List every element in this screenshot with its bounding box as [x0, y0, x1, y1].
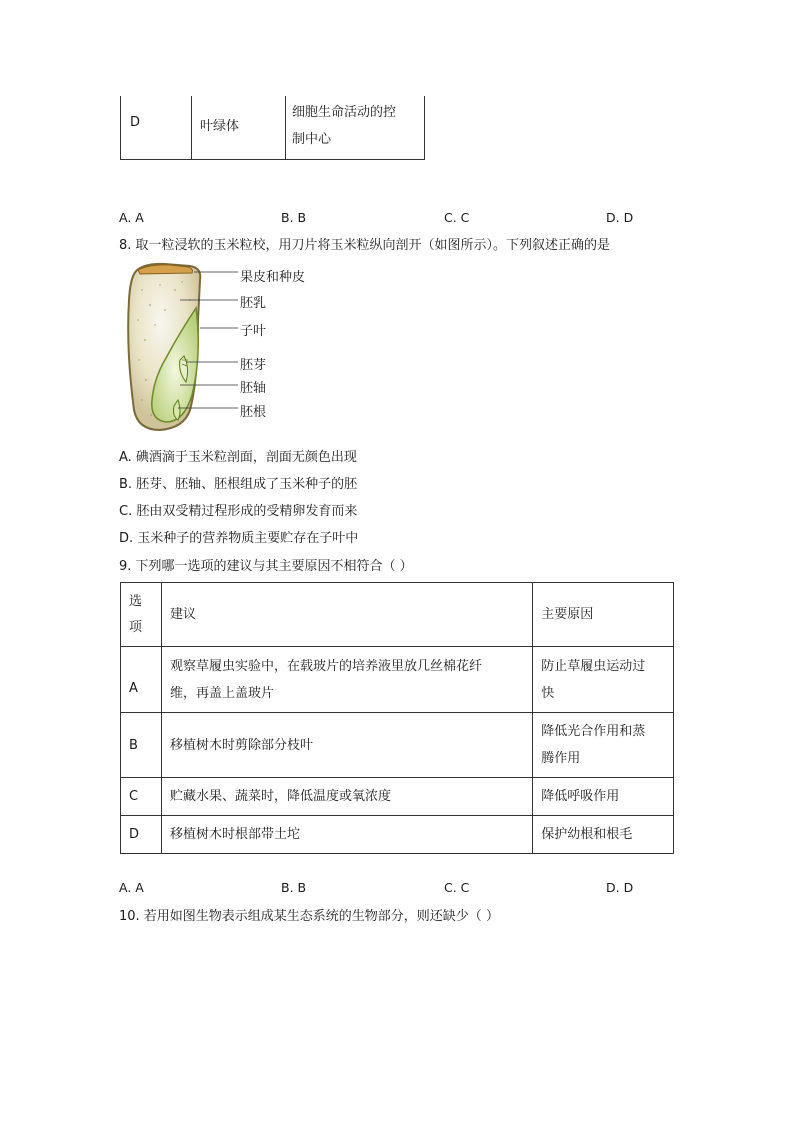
- q7-option-c[interactable]: C. C: [444, 210, 470, 225]
- q7-row-d-option: D: [130, 115, 141, 130]
- q9-header-reason: 主要原因: [533, 583, 674, 647]
- q7-row-d-structure: 叶绿体: [200, 119, 240, 134]
- q9-row-a-advice: 观察草履虫实验中，在载玻片的培养液里放几丝棉花纤 维，再盖上盖玻片: [161, 647, 532, 713]
- q9-option-d[interactable]: D. D: [606, 880, 634, 895]
- q8-choice-b[interactable]: B. 胚芽、胚轴、胚根组成了玉米种子的胚: [119, 477, 358, 492]
- q9-header-option: 选 项: [121, 583, 162, 647]
- q8-choice-c[interactable]: C. 胚由双受精过程形成的受精卵发育而来: [119, 504, 358, 519]
- q9-row-b-reason: 降低光合作用和蒸 腾作用: [533, 713, 674, 778]
- q7-option-b[interactable]: B. B: [281, 210, 307, 225]
- q9-row-b-option: B: [121, 713, 162, 778]
- q7-options: [119, 210, 679, 228]
- q9-row-d-reason: 保护幼根和根毛: [533, 816, 674, 854]
- q9-row-c-advice: 贮藏水果、蔬菜时，降低温度或氧浓度: [161, 778, 532, 816]
- table-row: [121, 713, 674, 778]
- q9-table: [120, 582, 674, 854]
- q9-option-a[interactable]: A. A: [119, 880, 144, 895]
- q7-table-fragment: [120, 96, 425, 160]
- q9-row-a-option: A: [121, 647, 162, 713]
- q9-stem: 9. 下列哪一选项的建议与其主要原因不相符合（ ）: [119, 559, 413, 574]
- q9-row-c-option: C: [121, 778, 162, 816]
- label-hypocotyl: 胚轴: [240, 381, 267, 396]
- corn-seed-diagram: [120, 260, 320, 435]
- label-cotyledon: 子叶: [240, 324, 267, 339]
- q9-row-d-option: D: [121, 816, 162, 854]
- q8-choice-a[interactable]: A. 碘酒滴于玉米粒剖面，剖面无颜色出现: [119, 450, 357, 465]
- q9-header-advice: 建议: [161, 583, 532, 647]
- q9-table-header: [121, 583, 674, 647]
- q9-row-b-advice: 移植树木时剪除部分枝叶: [161, 713, 532, 778]
- q9-option-c[interactable]: C. C: [444, 880, 470, 895]
- q10-stem: 10. 若用如图生物表示组成某生态系统的生物部分，则还缺少（ ）: [119, 909, 499, 924]
- q9-option-b[interactable]: B. B: [281, 880, 307, 895]
- q8-stem: 8. 取一粒浸软的玉米粒校，用刀片将玉米粒纵向剖开（如图所示）。下列叙述正确的是: [119, 238, 611, 253]
- label-radicle: 胚根: [240, 405, 267, 420]
- q7-option-a[interactable]: A. A: [119, 210, 144, 225]
- table-row: [121, 778, 674, 816]
- label-endosperm: 胚乳: [240, 296, 267, 311]
- q7-row-d-function-2: 制中心: [292, 132, 332, 147]
- q7-option-d[interactable]: D. D: [606, 210, 634, 225]
- q7-row-d-function-1: 细胞生命活动的控: [292, 105, 397, 120]
- table-row: [121, 647, 674, 713]
- table-row: [121, 816, 674, 854]
- q8-choice-d[interactable]: D. 玉米种子的营养物质主要贮存在子叶中: [119, 531, 359, 546]
- q9-options: [119, 880, 679, 898]
- q9-row-a-reason: 防止草履虫运动过 快: [533, 647, 674, 713]
- q9-row-c-reason: 降低呼吸作用: [533, 778, 674, 816]
- q9-row-d-advice: 移植树木时根部带土坨: [161, 816, 532, 854]
- label-plumule: 胚芽: [240, 358, 267, 373]
- label-pericarp-seedcoat: 果皮和种皮: [240, 270, 306, 285]
